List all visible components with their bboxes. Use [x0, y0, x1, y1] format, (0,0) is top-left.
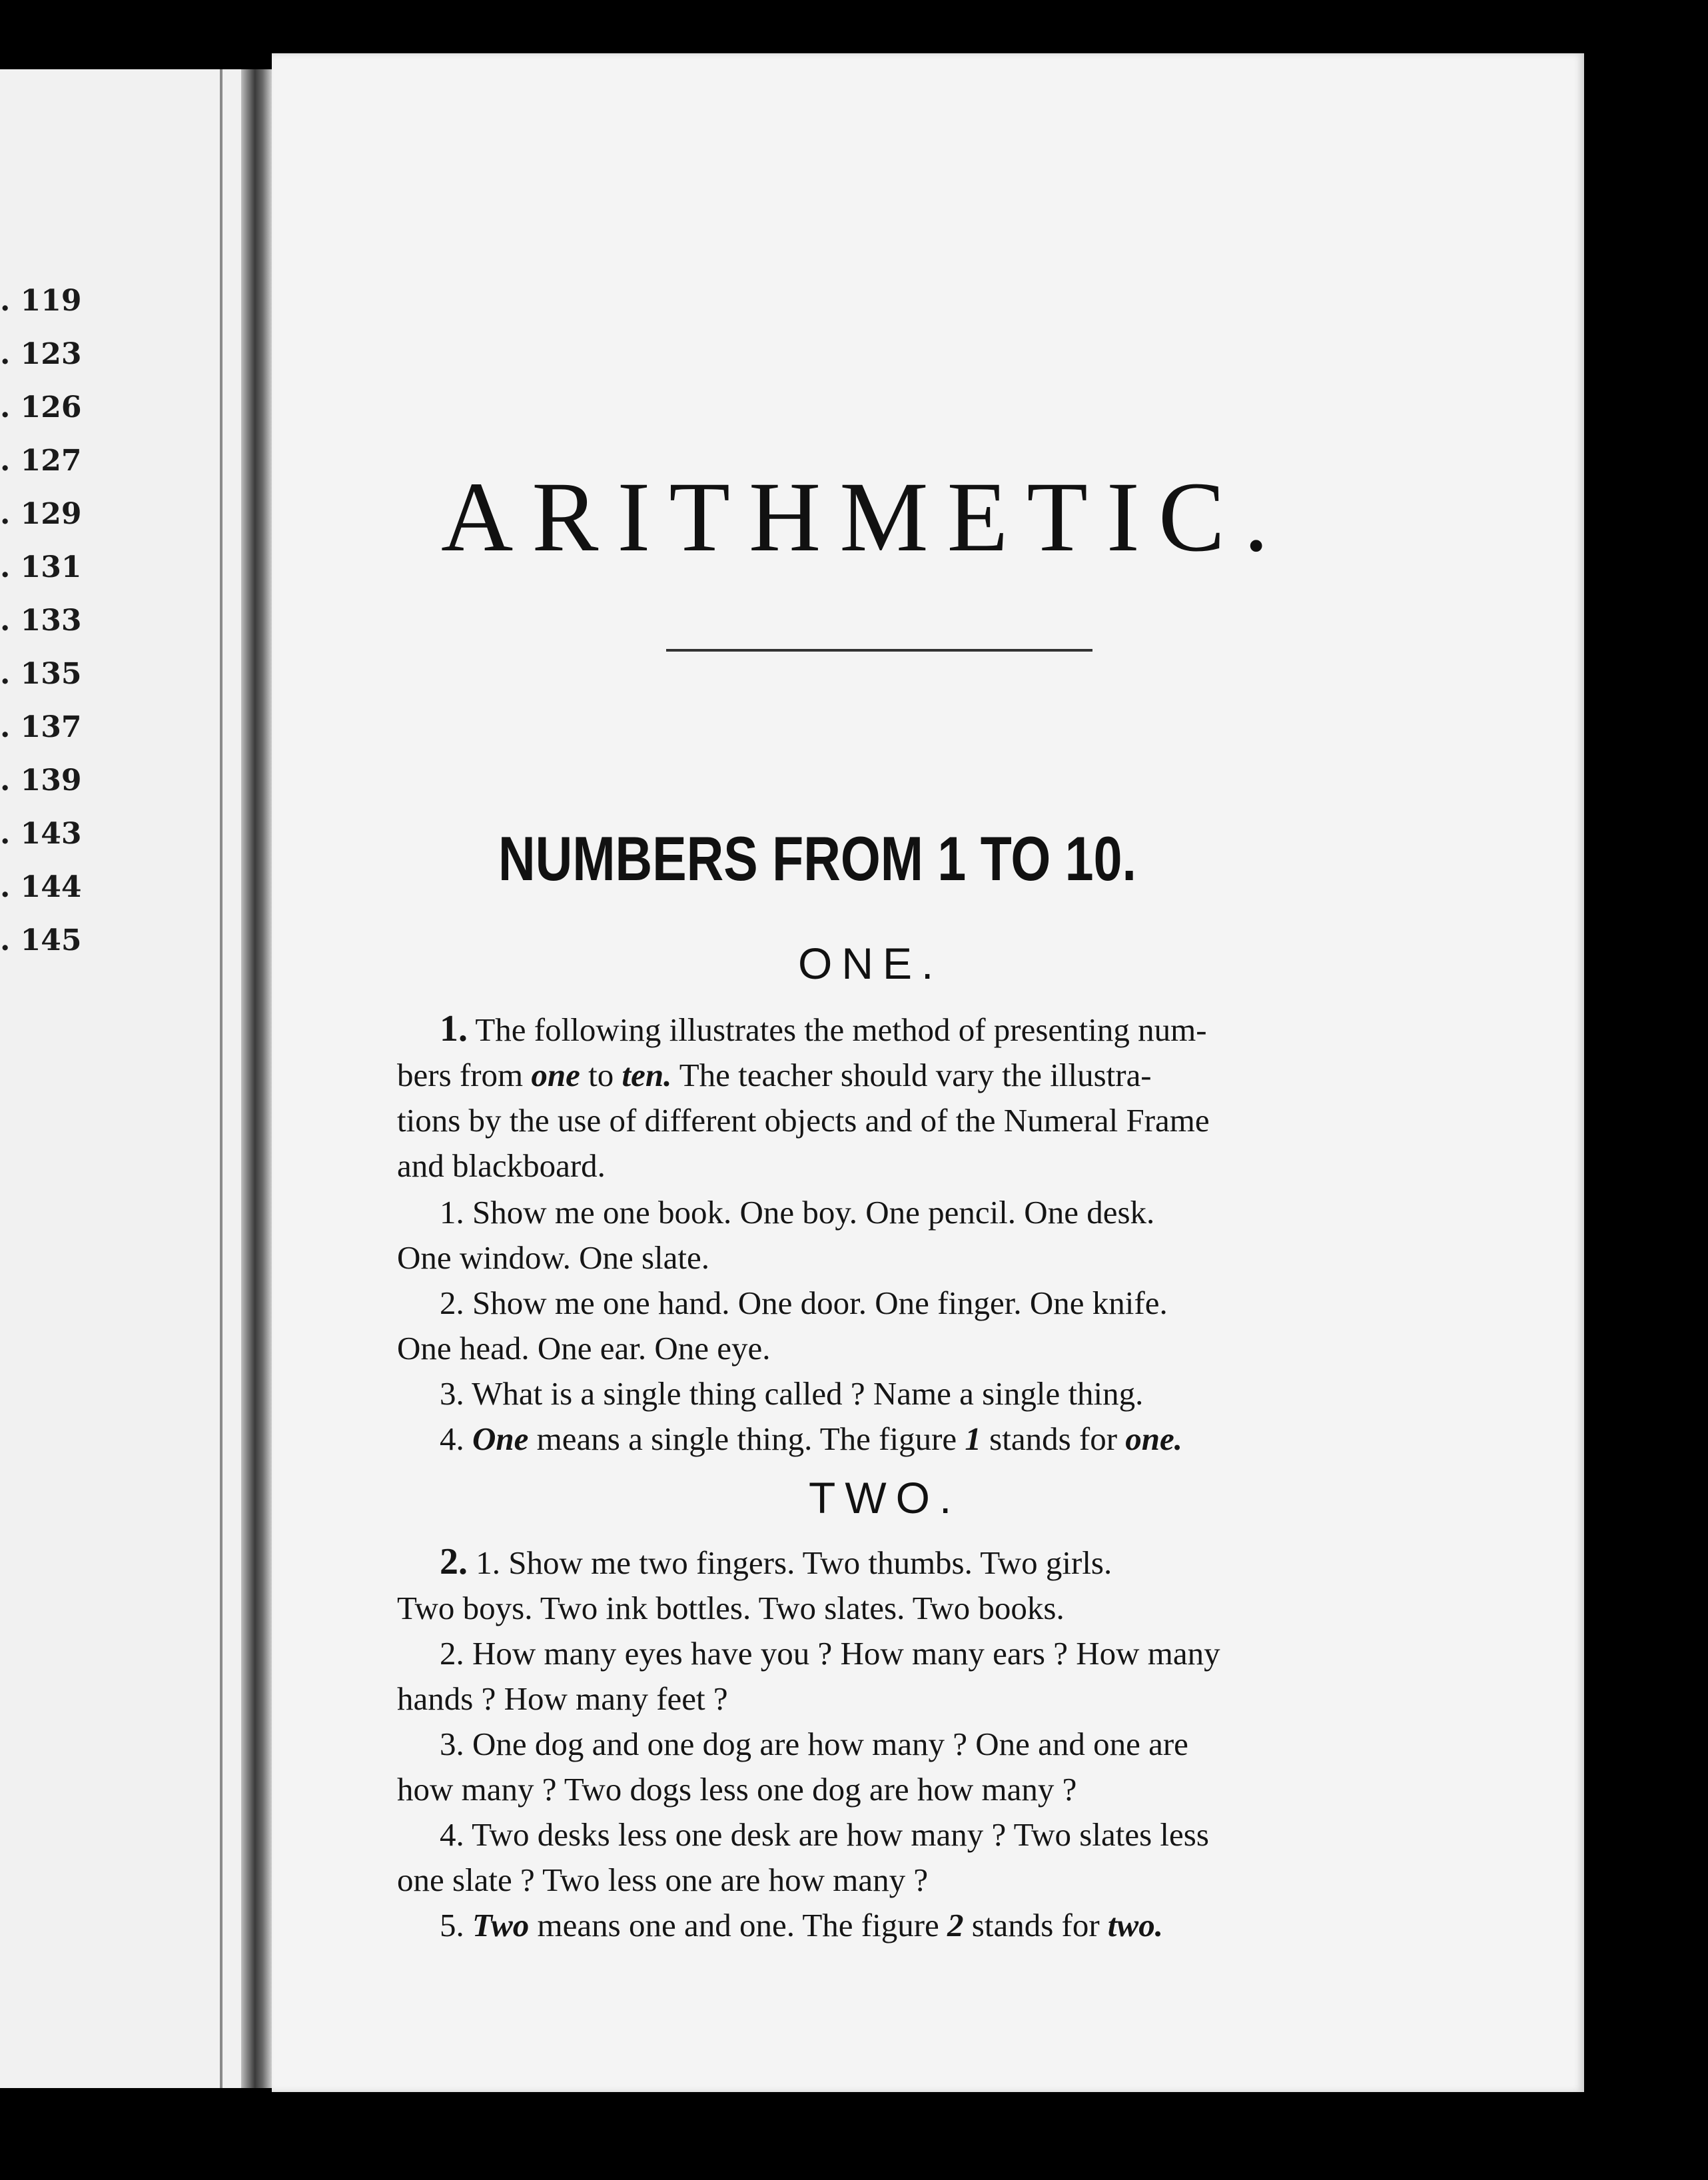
exercise-item: 2. Show me one hand. One door. One finger. One knife. [440, 1285, 1168, 1321]
toc-page-number: . 127 [0, 444, 82, 478]
toc-page-number: . 131 [0, 550, 82, 584]
exercise-item: 2. How many eyes have you ? How many ears ? How many [440, 1635, 1220, 1672]
book-gutter [241, 69, 272, 2088]
exercise-item-cont: One head. One ear. One eye. [397, 1330, 771, 1366]
section-heading-one: ONE. [798, 939, 943, 988]
emphasis-text: one [531, 1057, 580, 1093]
text-line: bers from [397, 1057, 532, 1093]
exercise-item: 5. Two means one and one. The figure 2 stands for two. [440, 1907, 1163, 1943]
exercise-item: 3. What is a single thing called ? Name a single thing. [440, 1375, 1144, 1412]
exercise-list-one [397, 1190, 1666, 1462]
paragraph-number: 1. [440, 1008, 468, 1049]
exercise-item: 3. One dog and one dog are how many ? One and one are [440, 1726, 1188, 1762]
toc-page-number: . 143 [0, 817, 82, 851]
page-edge-line [220, 69, 222, 2088]
toc-page-number: . 119 [0, 284, 82, 318]
chapter-heading: NUMBERS FROM 1 TO 10. [498, 823, 1136, 893]
exercise-item: 4. One means a single thing. The figure 1 stands for one. [440, 1420, 1183, 1457]
toc-page-number: . 144 [0, 870, 82, 904]
toc-page-number: . 129 [0, 497, 82, 531]
text-line: and blackboard. [397, 1147, 606, 1184]
toc-page-number: . 123 [0, 337, 82, 371]
emphasis-text: One [472, 1420, 529, 1457]
exercise-item-cont: One window. One slate. [397, 1239, 710, 1276]
page-title: ARITHMETIC. [441, 462, 1288, 572]
exercise-list-two [397, 1539, 1666, 1948]
exercise-item-cont: how many ? Two dogs less one dog are how many ? [397, 1771, 1077, 1808]
text-line: to [580, 1057, 622, 1093]
emphasis-text: 1 [965, 1420, 981, 1457]
toc-page-number: . 145 [0, 923, 82, 957]
exercise-item-cont: hands ? How many feet ? [397, 1680, 728, 1717]
toc-page-number: . 137 [0, 710, 82, 744]
emphasis-text: ten. [622, 1057, 672, 1093]
toc-page-number: . 135 [0, 657, 82, 691]
emphasis-text: two. [1107, 1907, 1163, 1943]
toc-page-number: . 133 [0, 604, 82, 638]
text-line: The following illustrates the method of presenting num- [475, 1011, 1207, 1048]
exercise-item: 2. 1. Show me two fingers. Two thumbs. Two girls. [440, 1541, 1112, 1582]
emphasis-text: 2 [947, 1907, 964, 1943]
emphasis-text: one. [1125, 1420, 1183, 1457]
exercise-item: 4. Two desks less one desk are how many ? Two slates less [440, 1816, 1209, 1853]
exercise-item-cont: one slate ? Two less one are how many ? [397, 1862, 929, 1898]
emphasis-text: Two [472, 1907, 530, 1943]
paragraph-number: 2. [440, 1541, 468, 1582]
section-heading-two: TWO. [809, 1473, 961, 1522]
title-divider [666, 649, 1092, 652]
text-line: The teacher should vary the illustra- [671, 1057, 1152, 1093]
intro-paragraph [397, 1006, 1666, 1189]
text-line: tions by the use of different objects and of the Numeral Frame [397, 1102, 1210, 1139]
facing-page [0, 69, 241, 2088]
book-page [272, 53, 1584, 2092]
toc-page-number: . 126 [0, 390, 82, 424]
exercise-item: 1. Show me one book. One boy. One pencil. One desk. [440, 1194, 1155, 1231]
exercise-item-cont: Two boys. Two ink bottles. Two slates. Two books. [397, 1590, 1065, 1626]
toc-page-number: . 139 [0, 764, 82, 798]
